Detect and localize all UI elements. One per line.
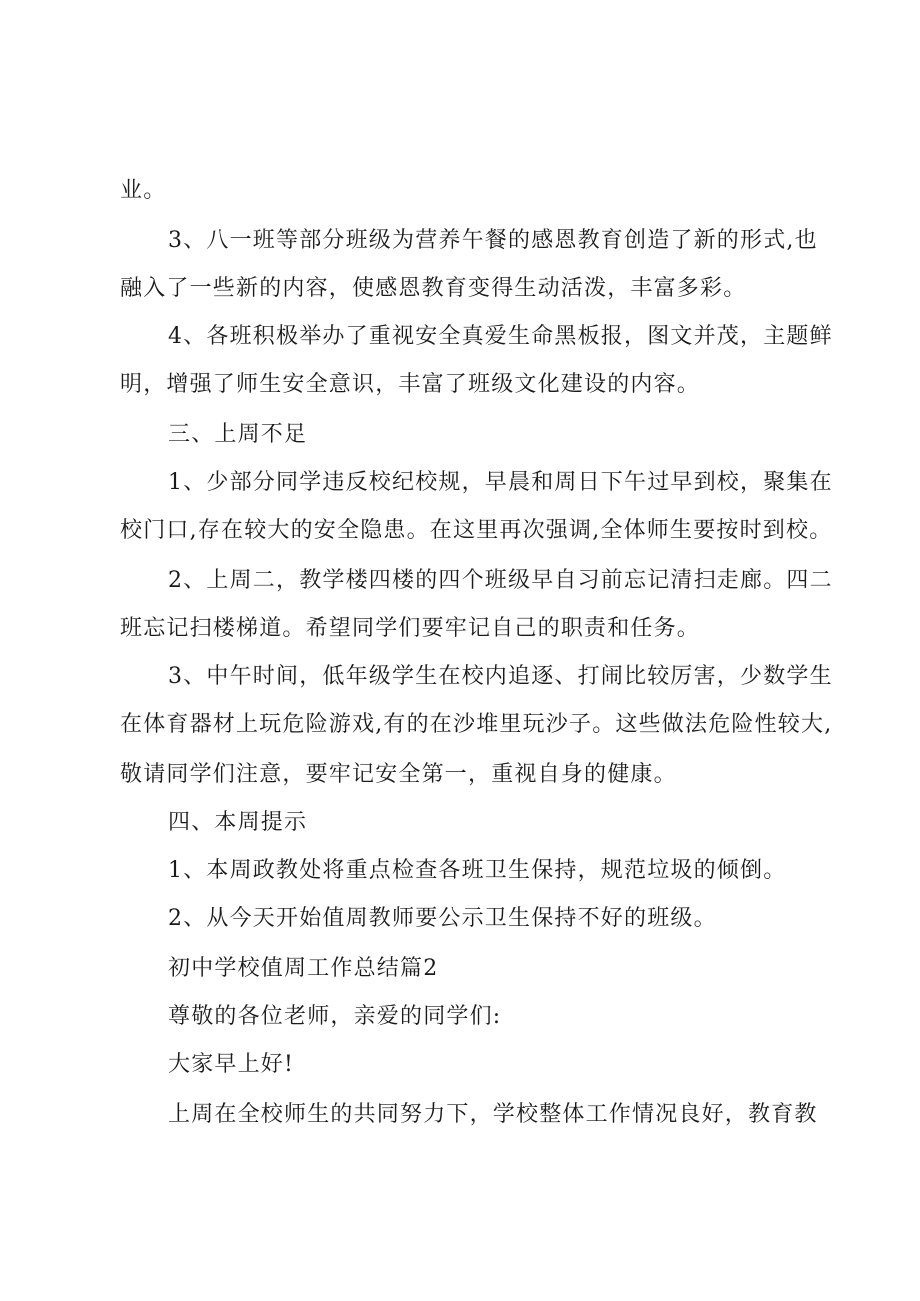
paragraph-line: 上周在全校师生的共同努力下，学校整体工作情况良好，教育教: [168, 1102, 818, 1127]
paragraph-line: 敬请同学们注意，要牢记安全第一，重视自身的健康。: [120, 762, 677, 787]
greeting-line: 尊敬的各位老师，亲爱的同学们:: [168, 1004, 502, 1029]
paragraph-line: 2、从今天开始值周教师要公示卫生保持不好的班级。: [168, 906, 717, 931]
paragraph-line: 3、八一班等部分班级为营养午餐的感恩教育创造了新的形式,也: [168, 228, 818, 253]
paragraph-line: 2、上周二，教学楼四楼的四个班级早自习前忘记清扫走廊。四二: [168, 568, 833, 593]
paragraph-line: 业。: [120, 178, 167, 203]
paragraph-line: 4、各班积极举办了重视安全真爱生命黑板报，图文并茂，主题鲜: [168, 324, 833, 349]
greeting-line: 大家早上好!: [168, 1052, 295, 1077]
paragraph-line: 校门口,存在较大的安全隐患。在这里再次强调,全体师生要按时到校。: [120, 518, 833, 543]
paragraph-line: 明，增强了师生安全意识，丰富了班级文化建设的内容。: [120, 372, 701, 397]
paragraph-line: 在体育器材上玩危险游戏,有的在沙堆里玩沙子。这些做法危险性较大,: [120, 712, 833, 737]
paragraph-line: 1、本周政教处将重点检查各班卫生保持，规范垃圾的倾倒。: [168, 858, 787, 883]
paragraph-line: 融入了一些新的内容，使感恩教育变得生动活泼，丰富多彩。: [120, 276, 747, 301]
section-heading: 四、本周提示: [168, 810, 308, 835]
paragraph-line: 班忘记扫楼梯道。希望同学们要牢记自己的职责和任务。: [120, 616, 701, 641]
article-title: 初中学校值周工作总结篇2: [168, 956, 439, 981]
paragraph-line: 1、少部分同学违反校纪校规，早晨和周日下午过早到校，聚集在: [168, 470, 833, 495]
section-heading: 三、上周不足: [168, 422, 308, 447]
paragraph-line: 3、中午时间，低年级学生在校内追逐、打闹比较厉害，少数学生: [168, 664, 833, 689]
